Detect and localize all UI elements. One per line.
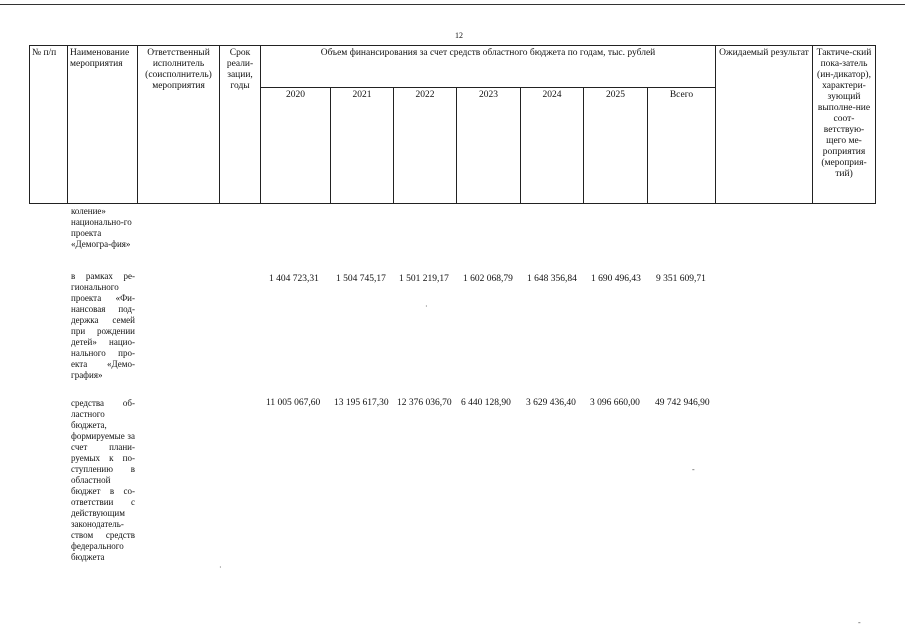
value-cell: 6 440 128,90: [461, 398, 511, 408]
value-cell: 12 376 036,70: [397, 398, 452, 408]
value-cell: 1 404 723,31: [269, 274, 319, 284]
header-year: 2022: [394, 88, 457, 204]
row-description: в рамках ре-гионального проекта «Фи-нансовая под-держка семей при рождении детей» нацио-нального про-екта «Демо-графия»: [71, 271, 135, 380]
header-indicator: Тактиче-ский пока-затель (ин-дикатор), характери-зующий выполне-ние соот-ветствую-щего ме-роприятия (мероприя-тий): [813, 46, 876, 204]
value-cell: 1 501 219,17: [399, 274, 449, 284]
value-cell: 1 504 745,17: [336, 274, 386, 284]
header-total: Всего: [648, 88, 716, 204]
top-rule: [0, 4, 905, 5]
header-year: 2021: [331, 88, 394, 204]
value-cell: 11 005 067,60: [266, 398, 321, 408]
header-year: 2023: [457, 88, 521, 204]
value-cell: 3 096 660,00: [590, 398, 640, 408]
value-cell: 49 742 946,90: [655, 398, 710, 408]
header-name: Наименование мероприятия: [68, 46, 138, 204]
scan-speck: -: [692, 465, 695, 474]
header-year: 2020: [261, 88, 331, 204]
scan-speck: -: [858, 618, 861, 627]
table-header: [29, 45, 876, 204]
header-responsible: Ответственный исполнитель (соисполнитель) мероприятия: [138, 46, 220, 204]
page-number: 12: [455, 31, 463, 40]
header-funding: Объем финансирования за счет средств областного бюджета по годам, тыс. рублей: [261, 46, 716, 88]
header-result: Ожидаемый результат: [716, 46, 813, 204]
header-num: № п/п: [30, 46, 68, 204]
value-cell: 1 648 356,84: [527, 274, 577, 284]
value-cell: 13 195 617,30: [334, 398, 389, 408]
row-description: коление» национально-го проекта «Демогра-фия»: [71, 206, 132, 249]
value-cell: 9 351 609,71: [656, 274, 706, 284]
row-description: средства об-ластного бюджета, формируемые за счет плани-руемых к по-ступлению в областной бюджет в со-ответствии с действующим законодатель-ством средств федерального бюджета: [71, 398, 135, 562]
header-year: 2024: [521, 88, 584, 204]
header-year: 2025: [584, 88, 648, 204]
scan-speck: ·: [425, 302, 428, 311]
value-cell: 3 629 436,40: [526, 398, 576, 408]
value-cell: 1 602 068,79: [463, 274, 513, 284]
value-cell: 1 690 496,43: [591, 274, 641, 284]
header-term: Срок реали-зации, годы: [220, 46, 261, 204]
scan-speck: ·: [219, 563, 222, 572]
